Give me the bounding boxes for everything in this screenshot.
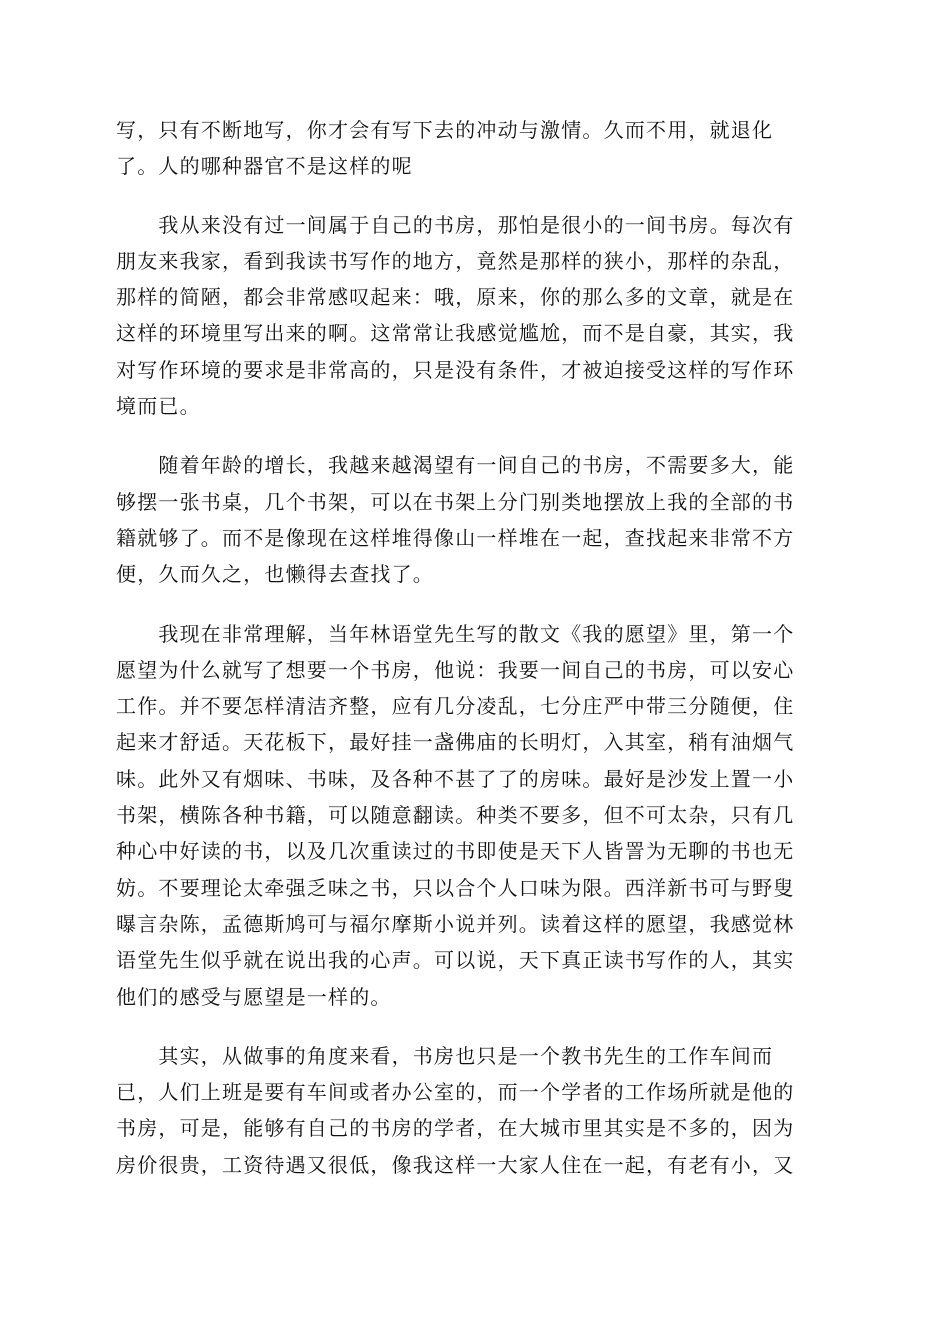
text-line: 够摆一张书桌，几个书架，可以在书架上分门别类地摆放上我的全部的书 [116, 489, 795, 514]
text-line: 种心中好读的书，以及几次重读过的书即使是天下人皆詈为无聊的书也无 [116, 839, 795, 864]
text-line: 那样的简陋，都会非常感叹起来：哦，原来，你的那么多的文章，就是在 [116, 285, 795, 310]
text-line: 便，久而久之，也懒得去查找了。 [116, 562, 434, 587]
paragraph [116, 207, 836, 425]
paragraph [116, 616, 836, 1015]
text-line: 书房，可是，能够有自己的书房的学者，在大城市里其实是不多的，因为 [116, 1116, 795, 1141]
article-body [116, 112, 836, 1206]
text-line: 曝言杂陈，孟德斯鸠可与福尔摩斯小说并列。读着这样的愿望，我感觉林 [116, 911, 795, 936]
text-line: 愿望为什么就写了想要一个书房，他说：我要一间自己的书房，可以安心 [116, 657, 795, 682]
text-line: 了。人的哪种器官不是这样的呢 [116, 154, 413, 179]
text-line: 妨。不要理论太牵强乏味之书，只以合个人口味为限。西洋新书可与野叟 [116, 875, 795, 900]
text-line: 对写作环境的要求是非常高的，只是没有条件，才被迫接受这样的写作环 [116, 357, 795, 382]
paragraph [116, 447, 836, 592]
text-line: 书架，横陈各种书籍，可以随意翻读。种类不要多，但不可太杂，只有几 [116, 803, 795, 828]
text-line: 语堂先生似乎就在说出我的心声。可以说，天下真正读书写作的人，其实 [116, 948, 795, 973]
text-line: 工作。并不要怎样清洁齐整，应有几分凌乱，七分庄严中带三分随便，住 [116, 694, 795, 719]
text-line: 他们的感受与愿望是一样的。 [116, 984, 392, 1009]
text-line: 籍就够了。而不是像现在这样堆得像山一样堆在一起，查找起来非常不方 [116, 525, 795, 550]
text-line: 味。此外又有烟味、书味，及各种不甚了了的房味。最好是沙发上置一小 [116, 766, 795, 791]
text-line: 我现在非常理解，当年林语堂先生写的散文《我的愿望》里，第一个 [116, 621, 795, 646]
text-line: 已，人们上班是要有车间或者办公室的，而一个学者的工作场所就是他的 [116, 1080, 795, 1105]
paragraph [116, 112, 836, 185]
text-line: 随着年龄的增长，我越来越渴望有一间自己的书房，不需要多大，能 [116, 453, 795, 478]
text-line: 境而已。 [116, 394, 201, 419]
text-line: 朋友来我家，看到我读书写作的地方，竟然是那样的狭小，那样的杂乱， [116, 248, 795, 273]
text-line: 起来才舒适。天花板下，最好挂一盏佛庙的长明灯，入其室，稍有油烟气 [116, 730, 795, 755]
text-line: 其实，从做事的角度来看，书房也只是一个教书先生的工作车间而 [116, 1043, 774, 1068]
text-line: 房价很贵，工资待遇又很低，像我这样一大家人住在一起，有老有小，又 [116, 1152, 795, 1177]
text-line: 写，只有不断地写，你才会有写下去的冲动与激情。久而不用，就退化 [116, 118, 774, 142]
paragraph [116, 1038, 836, 1183]
text-line: 这样的环境里写出来的啊。这常常让我感觉尴尬，而不是自豪，其实，我 [116, 321, 795, 346]
text-line: 我从来没有过一间属于自己的书房，那怕是很小的一间书房。每次有 [116, 212, 795, 237]
